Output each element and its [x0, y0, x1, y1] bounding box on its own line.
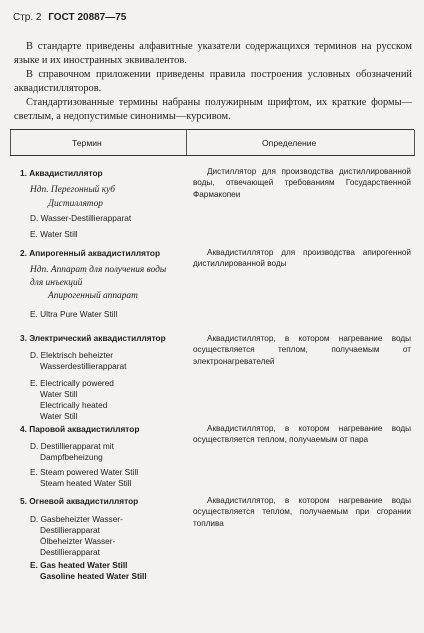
table-left-rule	[10, 130, 11, 156]
term-4-en-1: E. Steam powered Water Still	[30, 467, 139, 477]
term-3-en-1: E. Electrically powered	[30, 378, 114, 388]
term-4: 4. Паровой аквадистиллятор	[20, 424, 140, 434]
term-5: 5. Огневой аквадистиллятор	[20, 496, 139, 506]
table-right-rule	[414, 130, 415, 156]
term-2-en: E. Ultra Pure Water Still	[30, 309, 118, 319]
term-3-en-2: Water Still	[40, 389, 78, 399]
term-4-de-2: Dampfbeheizung	[40, 452, 103, 462]
term-5-de-1: D. Gasbeheizter Wasser-	[30, 514, 123, 524]
term-2-ndp-2: Апирогенный аппарат	[48, 291, 138, 301]
term-1-de: D. Wasser-Destillierapparat	[30, 213, 132, 223]
table-top-rule	[10, 129, 414, 130]
page-header	[13, 12, 126, 23]
term-1: 1. Аквадистиллятор	[20, 168, 103, 178]
column-header-term: Термин	[72, 138, 102, 148]
term-1-ndp-1	[30, 184, 115, 196]
term-3: 3. Электрический аквадистиллятор	[20, 333, 166, 343]
intro-paragraph-3: Стандартизованные термины набраны полужирным шрифтом, их краткие формы—светлым, а недопустимые синонимы—курсивом.	[14, 97, 412, 123]
term-2: 2. Апирогенный аквадистиллятор	[20, 248, 161, 258]
definition-1: Дистиллятор для производства дистиллированной воды, отвечающей требованиям Государственной Фармакопеи	[193, 167, 411, 199]
column-header-definition: Определение	[262, 138, 317, 148]
term-5-en-1: E. Gas heated Water Still	[30, 560, 128, 570]
table-header-rule	[10, 155, 414, 156]
term-5-de-2: Destillierapparat	[40, 525, 100, 535]
term-5-en-2: Gasoline heated Water Still	[40, 571, 147, 581]
term-1-ndp-2: Дистиллятор	[48, 199, 103, 209]
definition-5: Аквадистиллятор, в котором нагревание воды осуществляется теплом, получаемым при сгорании топлива	[193, 496, 411, 528]
term-3-de-1: D. Elektrisch beheizter	[30, 350, 114, 360]
intro-paragraph-1: В стандарте приведены алфавитные указатели содержащихся терминов на русском языке и их иностранных эквивалентов.	[14, 41, 412, 67]
definition-4: Аквадистиллятор, в котором нагревание воды осуществляется теплом, получаемым от пара	[193, 424, 411, 445]
page-number: Стр. 2	[13, 12, 42, 23]
term-4-en-2: Steam heated Water Still	[40, 478, 132, 488]
intro-paragraph-2: В справочном приложении приведены правила построения условных обозначений аквадистилляторов.	[14, 69, 412, 95]
term-3-de-2: Wasserdestillierapparat	[40, 361, 127, 371]
term-2-ndp-1: Ндп. Аппарат для получения воды для инъекций	[30, 265, 167, 288]
term-4-de-1: D. Destillierapparat mit	[30, 441, 114, 451]
term-3-en-3: Electrically heated	[40, 400, 108, 410]
term-3-en-4: Water Still	[40, 411, 78, 421]
term-5-de-4: Destillierapparat	[40, 547, 100, 557]
term-1-ndp-1-text: Ндп. Перегонный куб	[30, 185, 115, 195]
term-5-de-3: Ölbeheizter Wasser-	[40, 536, 116, 546]
definition-3: Аквадистиллятор, в котором нагревание воды осуществляется теплом, получаемым от электронагревателей	[193, 334, 411, 366]
table-column-divider	[186, 130, 187, 156]
standard-number: ГОСТ 20887—75	[48, 12, 127, 23]
definition-2: Аквадистиллятор для производства апирогенной дистиллированной воды	[193, 248, 411, 269]
term-1-en: E. Water Still	[30, 229, 78, 239]
